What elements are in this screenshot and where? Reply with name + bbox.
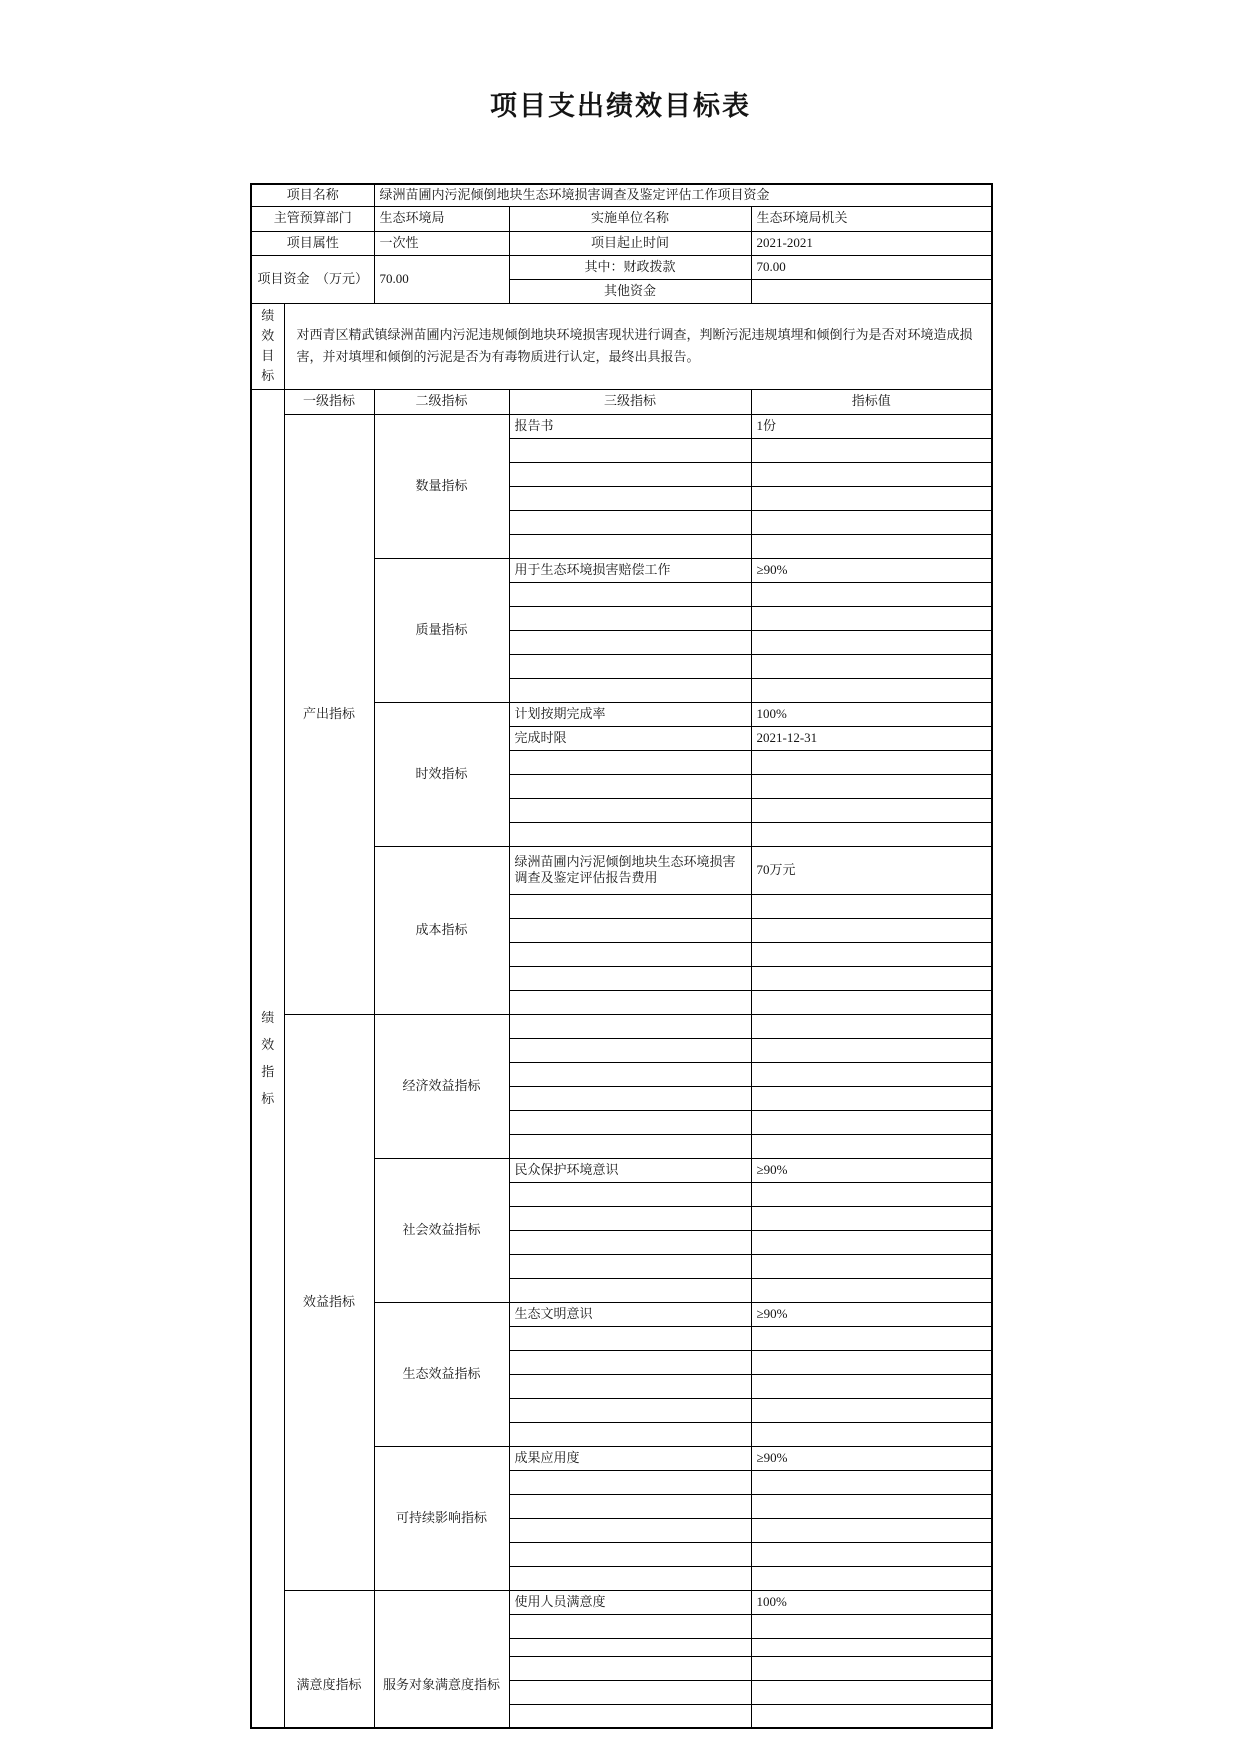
indicator-value-cell — [751, 1110, 992, 1134]
indicator-value-cell — [751, 1470, 992, 1494]
indicator-value-cell — [751, 462, 992, 486]
indicator-value-cell — [751, 438, 992, 462]
indicator-name-cell — [509, 1518, 751, 1542]
indicator-name-cell — [509, 1422, 751, 1446]
indicator-name-cell: 计划按期完成率 — [509, 702, 751, 726]
other-fund-value — [751, 279, 992, 303]
fund-value: 70.00 — [374, 255, 509, 303]
indicator-name-cell: 完成时限 — [509, 726, 751, 750]
indicator-name-cell — [509, 1542, 751, 1566]
indicator-name-cell — [509, 1062, 751, 1086]
indicator-value-cell — [751, 1086, 992, 1110]
indicator-value-cell — [751, 798, 992, 822]
indicator-value-cell — [751, 1422, 992, 1446]
indicator-name-cell — [509, 1206, 751, 1230]
indicator-value-cell — [751, 1542, 992, 1566]
indicator-value-cell — [751, 1278, 992, 1302]
indicator-name-cell — [509, 990, 751, 1014]
indicator-value-cell — [751, 606, 992, 630]
indicator-name-cell: 成果应用度 — [509, 1446, 751, 1470]
indicator-value-cell — [751, 1518, 992, 1542]
indicator-name-cell — [509, 510, 751, 534]
level2-indicator-cell: 可持续影响指标 — [374, 1446, 509, 1590]
goal-label: 绩效目标 — [251, 303, 284, 389]
indicator-value-cell — [751, 1038, 992, 1062]
indicator-name-cell — [509, 750, 751, 774]
level2-indicator-cell: 生态效益指标 — [374, 1302, 509, 1446]
indicator-value-cell: 100% — [751, 702, 992, 726]
indicator-value-cell: 100% — [751, 1590, 992, 1614]
level2-indicator-cell: 成本指标 — [374, 846, 509, 1014]
level2-indicator-cell: 时效指标 — [374, 702, 509, 846]
row-goal — [251, 303, 992, 389]
other-fund-label: 其他资金 — [509, 279, 751, 303]
indicator-value-cell — [751, 1326, 992, 1350]
indicator-name-cell — [509, 1278, 751, 1302]
dept-value: 生态环境局 — [374, 206, 509, 231]
header-level2: 二级指标 — [374, 389, 509, 414]
indicator-value-cell — [751, 990, 992, 1014]
indicator-name-cell — [509, 894, 751, 918]
indicator-value-cell — [751, 1614, 992, 1638]
project-name-value: 绿洲苗圃内污泥倾倒地块生态环境损害调查及鉴定评估工作项目资金 — [374, 184, 992, 206]
goal-text: 对西青区精武镇绿洲苗圃内污泥违规倾倒地块环境损害现状进行调查，判断污泥违规填埋和倾倒行为是否对环境造成损害，并对填埋和倾倒的污泥是否为有毒物质进行认定，最终出具报告。 — [284, 303, 992, 389]
indicator-name-cell — [509, 918, 751, 942]
indicator-value-cell — [751, 1206, 992, 1230]
period-label: 项目起止时间 — [509, 231, 751, 255]
dept-label: 主管预算部门 — [251, 206, 374, 231]
level2-indicator-cell: 服务对象满意度指标 — [374, 1590, 509, 1728]
indicator-row — [251, 1014, 992, 1038]
level2-indicator-cell: 社会效益指标 — [374, 1158, 509, 1302]
indicator-value-cell: ≥90% — [751, 1446, 992, 1470]
header-value: 指标值 — [751, 389, 992, 414]
indicator-name-cell — [509, 678, 751, 702]
indicator-name-cell — [509, 1014, 751, 1038]
indicator-value-cell — [751, 942, 992, 966]
indicator-value-cell: ≥90% — [751, 1158, 992, 1182]
indicator-name-cell — [509, 1110, 751, 1134]
indicator-row — [251, 1590, 992, 1614]
indicator-value-cell: ≥90% — [751, 1302, 992, 1326]
row-dept — [251, 206, 992, 231]
indicator-name-cell: 使用人员满意度 — [509, 1590, 751, 1614]
indicator-name-cell — [509, 774, 751, 798]
row-attr — [251, 231, 992, 255]
indicator-value-cell — [751, 678, 992, 702]
indicator-name-cell — [509, 1230, 751, 1254]
indicator-value-cell: 70万元 — [751, 846, 992, 894]
period-value: 2021-2021 — [751, 231, 992, 255]
performance-target-table — [250, 183, 993, 1729]
indicator-name-cell — [509, 630, 751, 654]
indicator-value-cell: 2021-12-31 — [751, 726, 992, 750]
indicator-value-cell — [751, 918, 992, 942]
indicator-name-cell — [509, 1614, 751, 1638]
indicator-name-cell — [509, 1398, 751, 1422]
attr-label: 项目属性 — [251, 231, 374, 255]
header-level1: 一级指标 — [284, 389, 374, 414]
indicator-value-cell — [751, 486, 992, 510]
fund-label: 项目资金 （万元） — [251, 255, 374, 303]
indicator-name-cell — [509, 1494, 751, 1518]
indicator-name-cell — [509, 1182, 751, 1206]
indicator-name-cell — [509, 1254, 751, 1278]
indicator-value-cell — [751, 582, 992, 606]
indicator-name-cell — [509, 1038, 751, 1062]
impl-unit-value: 生态环境局机关 — [751, 206, 992, 231]
indicator-value-cell — [751, 1182, 992, 1206]
indicator-value-cell — [751, 1254, 992, 1278]
indicator-name-cell — [509, 1704, 751, 1728]
indicator-value-cell — [751, 1566, 992, 1590]
indicator-name-cell — [509, 486, 751, 510]
indicator-name-cell — [509, 654, 751, 678]
indicator-value-cell — [751, 1350, 992, 1374]
indicator-value-cell: ≥90% — [751, 558, 992, 582]
indicator-name-cell — [509, 822, 751, 846]
indicator-value-cell — [751, 966, 992, 990]
fiscal-value: 70.00 — [751, 255, 992, 279]
indicator-value-cell — [751, 1704, 992, 1728]
indicator-name-cell — [509, 1680, 751, 1704]
indicator-name-cell — [509, 438, 751, 462]
indicator-value-cell — [751, 894, 992, 918]
indicator-name-cell — [509, 1638, 751, 1656]
indicator-value-cell — [751, 534, 992, 558]
row-project-name — [251, 184, 992, 206]
header-level3: 三级指标 — [509, 389, 751, 414]
indicator-name-cell — [509, 1374, 751, 1398]
project-name-label: 项目名称 — [251, 184, 374, 206]
indicator-name-cell — [509, 606, 751, 630]
indicator-value-cell: 1份 — [751, 414, 992, 438]
indicator-name-cell — [509, 462, 751, 486]
fiscal-label: 其中：财政拨款 — [509, 255, 751, 279]
level2-indicator-cell: 经济效益指标 — [374, 1014, 509, 1158]
indicator-name-cell — [509, 966, 751, 990]
indicator-row — [251, 414, 992, 438]
level2-indicator-cell: 数量指标 — [374, 414, 509, 558]
table-region — [250, 183, 994, 1692]
attr-value: 一次性 — [374, 231, 509, 255]
level1-indicator-cell: 满意度指标 — [284, 1590, 374, 1728]
level1-indicator-cell: 产出指标 — [284, 414, 374, 1014]
indicator-value-cell — [751, 774, 992, 798]
indicator-value-cell — [751, 1062, 992, 1086]
indicator-value-cell — [751, 1398, 992, 1422]
row-fund — [251, 255, 992, 279]
indicator-name-cell — [509, 1566, 751, 1590]
indicator-value-cell — [751, 1494, 992, 1518]
page-title: 项目支出绩效目标表 — [490, 91, 751, 121]
indicator-value-cell — [751, 822, 992, 846]
indicator-name-cell: 报告书 — [509, 414, 751, 438]
indicator-name-cell — [509, 1470, 751, 1494]
impl-unit-label: 实施单位名称 — [509, 206, 751, 231]
indicator-name-cell — [509, 798, 751, 822]
indicator-name-cell — [509, 1134, 751, 1158]
indicators-side-label: 绩效指标 — [251, 389, 284, 1728]
indicator-value-cell — [751, 750, 992, 774]
indicator-name-cell — [509, 942, 751, 966]
indicator-value-cell — [751, 1230, 992, 1254]
level2-indicator-cell: 质量指标 — [374, 558, 509, 702]
indicator-value-cell — [751, 1374, 992, 1398]
indicator-value-cell — [751, 1134, 992, 1158]
indicator-name-cell — [509, 1086, 751, 1110]
indicator-name-cell — [509, 582, 751, 606]
indicator-name-cell — [509, 1326, 751, 1350]
indicator-value-cell — [751, 1638, 992, 1656]
indicator-value-cell — [751, 654, 992, 678]
row-indicator-header — [251, 389, 992, 414]
indicator-value-cell — [751, 630, 992, 654]
indicator-value-cell — [751, 510, 992, 534]
indicator-name-cell: 绿洲苗圃内污泥倾倒地块生态环境损害调查及鉴定评估报告费用 — [509, 846, 751, 894]
level1-indicator-cell: 效益指标 — [284, 1014, 374, 1590]
indicator-name-cell: 生态文明意识 — [509, 1302, 751, 1326]
indicator-name-cell — [509, 534, 751, 558]
indicator-value-cell — [751, 1014, 992, 1038]
indicator-value-cell — [751, 1680, 992, 1704]
indicator-name-cell — [509, 1350, 751, 1374]
indicator-name-cell: 民众保护环境意识 — [509, 1158, 751, 1182]
indicator-value-cell — [751, 1656, 992, 1680]
indicator-name-cell: 用于生态环境损害赔偿工作 — [509, 558, 751, 582]
indicator-name-cell — [509, 1656, 751, 1680]
